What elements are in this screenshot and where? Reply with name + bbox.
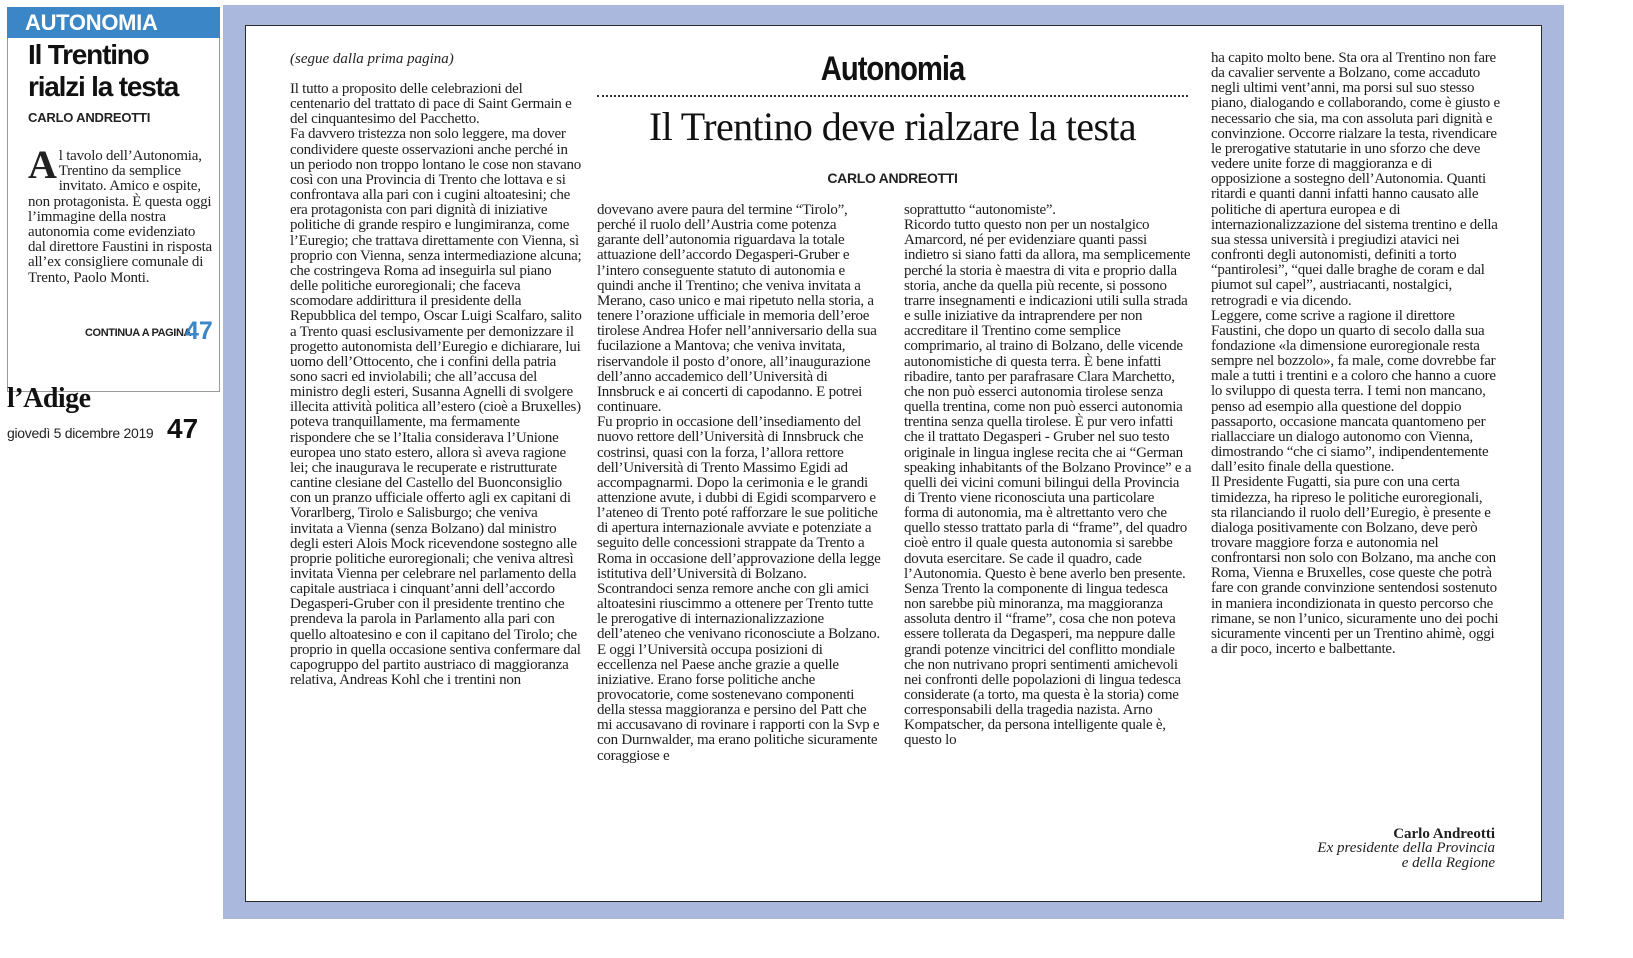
signature-role: Ex presidente della Provincia e della Regione [1317,840,1495,872]
section-label: AUTONOMIA [7,7,220,38]
article-column-1 [290,82,582,688]
page-number: 47 [167,413,199,444]
article-headline: Il Trentino deve rialzare la testa [648,104,1137,149]
continued-from-note: (segue dalla prima pagina) [290,51,454,67]
column-text: soprattutto “autonomiste”. Ricordo tutto questo non per un nostalgico Amarcord, né per evidenziare quanti passi indietro si siano fatti da allora, ma semplicemente perché la storia è maestra di vita e proprio dalla storia, anche da quella più recente, si possono trarre insegnamenti e indicazioni utili sulla strada e sulle iniziative da intraprendere per non accreditare il Trentino come semplice comprimario, al traino di Bolzano, delle vicende autonomistiche di questa terra. È bene infatti ribadire, tanto per parafrasare Clara Marchetto, che non può esserci autonomia tirolese senza quella trentina, come non può esserci autonomia trentina senza quella tirolese. È pur vero infatti che il trattato Degasperi - Gruber nel suo testo originale in lingua inglese recita che ai “German speaking inhabitants of the Bolzano Province” e a quelli dei vicini comuni bilingui della Provincia di Trento viene riconosciuta una particolare forma di autonomia, ma è altrettanto vero che quello stesso trattato parla di “frame”, del quadro cioè entro il quale questa autonomia si sarebbe dovuta esercitare. Se cade il quadro, cade l’Autonomia. Questo è bene averlo ben presente. Senza Trento la componente di lingua tedesca non sarebbe più minoranza, ma maggioranza assoluta dentro il “frame”, cosa che non poteva essere tollerata da Degasperi, ma neppure dalle grandi potenze vincitrici del conflitto mondiale che non nutrivano propri sentimenti amichevoli nei confronti delle popolazioni di lingua tedesca considerate (a torto, ma questa è la storia) come corresponsabili della tragedia nazista. Arno Kompatscher, da persona intelligente quale è, questo lo [904,202,1192,749]
column-text: ha capito molto bene. Sta ora al Trentino non fare da cavalier servente a Bolzano, come accaduto negli ultimi vent’anni, ma porsi sul suo stesso piano, dialogando e collaborando, come è giusto e necessario che sia, ma con assoluta pari dignità e convinzione. Occorre rialzare la testa, rivendicare le prerogative statutarie in uno sforzo che deve vedere unite forze di maggioranza e di opposizione a sostegno dell’Autonomia. Quanti ritardi e quanti danni infatti hanno causato alle politiche di apertura europea e di internazionalizzazione del sistema trentino e della sua stessa università i pregiudizi atavici nei confronti degli autonomisti, definiti a torto “pantirolesi”, “quei dalle braghe de coram e dal piumot sul capel”, austriacanti, nostalgici, retrogradi e via dicendo. Leggere, come scrive a ragione il direttore Faustini, che dopo un quarto di secolo dalla sua fondazione «la dimensione euroregionale resta sempre nel bozzolo», fa male, come dovrebbe far male a tutti i trentini e a coloro che hanno a cuore lo sviluppo di questa terra. I temi non mancano, penso ad esempio alla questione del doppio passaporto, occasione mancata quantomeno per riallacciare un dialogo autonomo con Vienna, dimostrando “che ci siamo”, indipendentemente dall’esito finale della questione. Il Presidente Fugatti, sia pure con una certa timidezza, ha ripreso le politiche euroregionali, sta rilanciando il ruolo dell’Euregio, è presente e dialoga positivamente con Bolzano, deve però trovare maggiore forza e autonomia nel confrontarsi non solo con Bolzano, ma anche con Roma, Vienna e Bruxelles, cose queste che potrà fare con grande convinzione sentendosi sostenuto in maniera incondizionata in questo percorso che rimane, se non l’unico, sicuramente uno dei pochi sicuramente vincenti per un Trentino ahimè, oggi a dir poco, incerto e balbettante. [1211,50,1500,658]
article-column-4 [1211,51,1501,657]
article-column-3 [904,203,1192,749]
teaser-title[interactable]: Il Trentino rialzi la testa [28,39,179,102]
continue-page-number[interactable]: 47 [185,317,213,345]
article-column-2 [597,203,882,764]
drop-cap: A [28,142,57,187]
issue-date: giovedì 5 dicembre 2019 [7,425,154,441]
kicker-divider [597,95,1188,97]
signature-name: Carlo Andreotti [1393,826,1495,842]
article-byline: CARLO ANDREOTTI [827,170,958,186]
article-kicker: Autonomia [820,50,965,88]
sidebar-teaser [7,7,220,447]
continue-link-label[interactable]: CONTINUA A PAGINA [85,327,192,339]
teaser-body: l tavolo dell’Autonomia, Trentino da semplice invitato. Amico e ospite, non protagonista. È questa oggi l’immagine della nostra autonomia come evidenziato dal direttore Faustini in risposta all’ex consigliere comunale di Trento, Paolo Monti. [28,148,213,286]
column-text: Il tutto a proposito delle celebrazioni del centenario del trattato di pace di Saint Germain e del cinquantesimo del Pacchetto. Fa davvero tristezza non solo leggere, ma dover condividere queste osservazioni anche perché in un periodo non troppo lontano le cose non stavano così con una Provincia di Trento che lottava e si confrontava alla pari con i cugini altoatesini; che era protagonista con pari dignità di iniziative politiche di grande respiro e lungimiranza, come l’Euregio; che trattava direttamente con Vienna, sì proprio con Vienna, senza intermediazione alcuna; che costringeva Roma ad inseguirla sul piano delle politiche euroregionali; che faceva scomodare addirittura il presidente della Repubblica del tempo, Oscar Luigi Scalfaro, salito a Trento quasi esclusivamente per demonizzare il progetto autonomista dell’Euregio e dichiarare, lui uomo dell’Ottocento, che i confini della patria sono sacri ed inviolabili; che all’accusa del ministro degli esteri, Susanna Agnelli di svolgere illecita attività politica all’estero (cioè a Bruxelles) poteva tranquillamente, ma fermamente rispondere che se l’Italia considerava l’Unione europea uno stato estero, allora sì aveva ragione lei; che inaugurava le recuperate e ristrutturate cantine clesiane del Castello del Buonconsiglio con un pranzo ufficiale offerto agli ex capitani di Vorarlberg, Tirolo e Salisburgo; che veniva invitata a Vienna (senza Bolzano) dal ministro degli esteri Alois Mock ricevendone sostegno alle proprie politiche euroregionali; che veniva altresì invitata Vienna per celebrare nel parlamento della capitale austriaca i cinquant’anni dell’accordo Degasperi-Gruber con il presidente trentino che prendeva la parola in Parlamento alla pari con quello altoatesino e con il capitano del Tirolo; che proprio in quella occasione sentiva confermare dal capogruppo del partito austriaco di maggioranza relativa, Andreas Kohl che i trentini non [290,81,582,689]
teaser-author: CARLO ANDREOTTI [28,110,151,125]
newspaper-masthead: l’Adige [7,383,91,414]
teaser-text [28,142,215,286]
column-text: dovevano avere paura del termine “Tirolo”, perché il ruolo dell’Austria come potenza garante dell’autonomia riguardava la totale attuazione dell’accordo Degasperi-Gruber e l’intero conseguente statuto di autonomia e quindi anche il Trentino; che veniva invitata a Merano, caso unico e mai ripetuto nella storia, a tenere l’orazione ufficiale in memoria dell’eroe tirolese Andrea Hofer nell’anniversario della sua fucilazione a Mantova; che veniva invitata, riservandole il posto d’onore, all’inaugurazione dell’anno accademico dell’Università di Innsbruck e ai concerti di capodanno. E potrei continuare. Fu proprio in occasione dell’insediamento del nuovo rettore dell’Università di Innsbruck che costrinsi, quasi con la forza, l’allora rettore dell’Università di Trento Massimo Egidi ad accompagnarmi. Dopo la cerimonia e le grandi attenzione avute, i dubbi di Egidi scomparvero e l’ateneo di Trento poté rafforzare le sue politiche di apertura internazionale avviate e potenziate a seguito delle concessioni strappate da Trento a Roma in occasione dell’approvazione della legge istitutiva dell’Università di Bolzano. Scontrandoci senza remore anche con gli amici altoatesini riuscimmo a ottenere per Trento tutte le prerogative di internazionalizzazione dell’ateneo che venivano riconosciute a Bolzano. E oggi l’Università occupa posizioni di eccellenza nel Paese anche grazie a quelle iniziative. Erano forse politiche anche provocatorie, come sostenevano componenti della stessa maggioranza e persino del Patt che mi accusavano di rovinare i rapporti con la Svp e con Durnwalder, ma erano politiche sicuramente coraggiose e [597,202,881,764]
